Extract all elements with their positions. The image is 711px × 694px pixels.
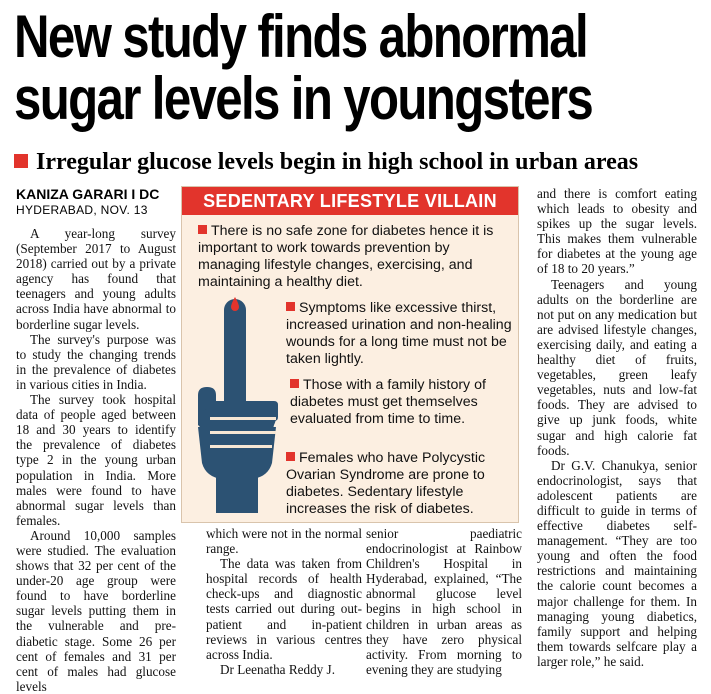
subheadline <box>14 148 704 176</box>
paragraph: which were not in the normal range. <box>206 526 362 557</box>
article-column-4 <box>537 186 697 669</box>
subheadline-text: Irregular glucose levels begin in high school in urban areas <box>36 149 639 175</box>
paragraph: Dr Leenatha Reddy J. <box>220 661 335 677</box>
paragraph: Around 10,000 samples were studied. The evaluation shows that 32 per cent of the under-20 age group were found to have borderline sugar levels putting them in the vulnerable and pre-diabetic stage. Some 26 per cent of females and 31 per cent of males had glucose levels <box>16 527 176 694</box>
red-square-bullet-icon <box>290 379 299 388</box>
paragraph: senior paediatric endocrinologist at Rainbow Children's Hospital in Hyderabad, explained, “The abnormal glucose level begins in high school in children in urban areas as they have zero physical activity. From morning to evening they are studying <box>366 526 522 677</box>
red-square-bullet-icon <box>286 452 295 461</box>
sidebar-box <box>181 186 519 523</box>
dateline: HYDERABAD, NOV. 13 <box>16 203 148 217</box>
paragraph: The data was taken from hospital records of health check-ups and diagnostic tests carried out during out-patient and in-patient reviews in various centres across India. <box>206 556 362 662</box>
headline-line-1: New study finds abnormal <box>14 3 588 70</box>
headline-line-2: sugar levels in youngsters <box>14 65 593 132</box>
sidebar-point-text: Those with a family history of diabetes must get themselves evaluated from time to time. <box>290 377 486 427</box>
blood-drop-icon <box>231 297 239 311</box>
sidebar-title: SEDENTARY LIFESTYLE VILLAIN <box>182 187 518 215</box>
paragraph: A year-long survey (September 2017 to August 2018) carried out by a private agency has found that teenagers and young adults across India have abnormal to borderline sugar levels. <box>16 226 176 332</box>
sidebar-point-4 <box>286 450 514 518</box>
author-name: KANIZA GARARI I DC <box>16 186 160 202</box>
paragraph: The survey took hospital data of people aged between 18 and 30 years to identify the prevalence of diabetes type 2 in the young urban population in India. More males were found to have abnormal sugar levels than females. <box>16 392 176 528</box>
paragraph: Teenagers and young adults on the borderline are not put on any medication but are advised lifestyle changes, exercising daily, and eating a healthy diet of fruits, vegetables, green leafy vegetables, nuts and low-fat foods. They are advised to give up junk foods, white sugar and high calorie fat foods. <box>537 276 697 458</box>
article-column-1 <box>16 226 176 694</box>
sidebar-point-text: Symptoms like excessive thirst, increased urination and non-healing wounds for a long time must not be taken lightly. <box>286 300 512 367</box>
paragraph: and there is comfort eating which leads to obesity and spikes up the sugar levels. This makes them vulnerable for diabetes at the young age of 18 to 20 years.” <box>537 186 697 277</box>
raised-finger-illustration <box>188 293 284 513</box>
red-square-bullet-icon <box>14 154 28 168</box>
paragraph: The survey's purpose was to study the changing trends in the prevalence of diabetes in various cities in India. <box>16 331 176 392</box>
sidebar-point-2 <box>286 300 514 368</box>
paragraph: Dr G.V. Chanukya, senior endocrinologist, says that adolescent patients are difficult to guide in terms of effective diabetes self-management. “They are too young and often the food restrictions and maintaining the calorie count becomes a major challenge for them. In managing young diabetics, family support and helping them towards selfcare play a larger role,” he said. <box>537 457 697 669</box>
sidebar-point-text: There is no safe zone for diabetes hence it is important to work towards prevention by managing lifestyle changes, exercising, and maintaining a healthy diet. <box>198 223 494 290</box>
article-column-2 <box>206 526 362 677</box>
headline <box>14 3 593 132</box>
red-square-bullet-icon <box>286 302 295 311</box>
sidebar-point-text: Females who have Polycystic Ovarian Syndrome are prone to diabetes. Sedentary lifestyle increases the risk of diabetes. <box>286 450 486 517</box>
red-square-bullet-icon <box>198 225 207 234</box>
sidebar-point-1 <box>198 223 512 291</box>
byline <box>16 186 159 218</box>
article-column-3 <box>366 526 522 677</box>
sidebar-point-3 <box>290 377 514 428</box>
